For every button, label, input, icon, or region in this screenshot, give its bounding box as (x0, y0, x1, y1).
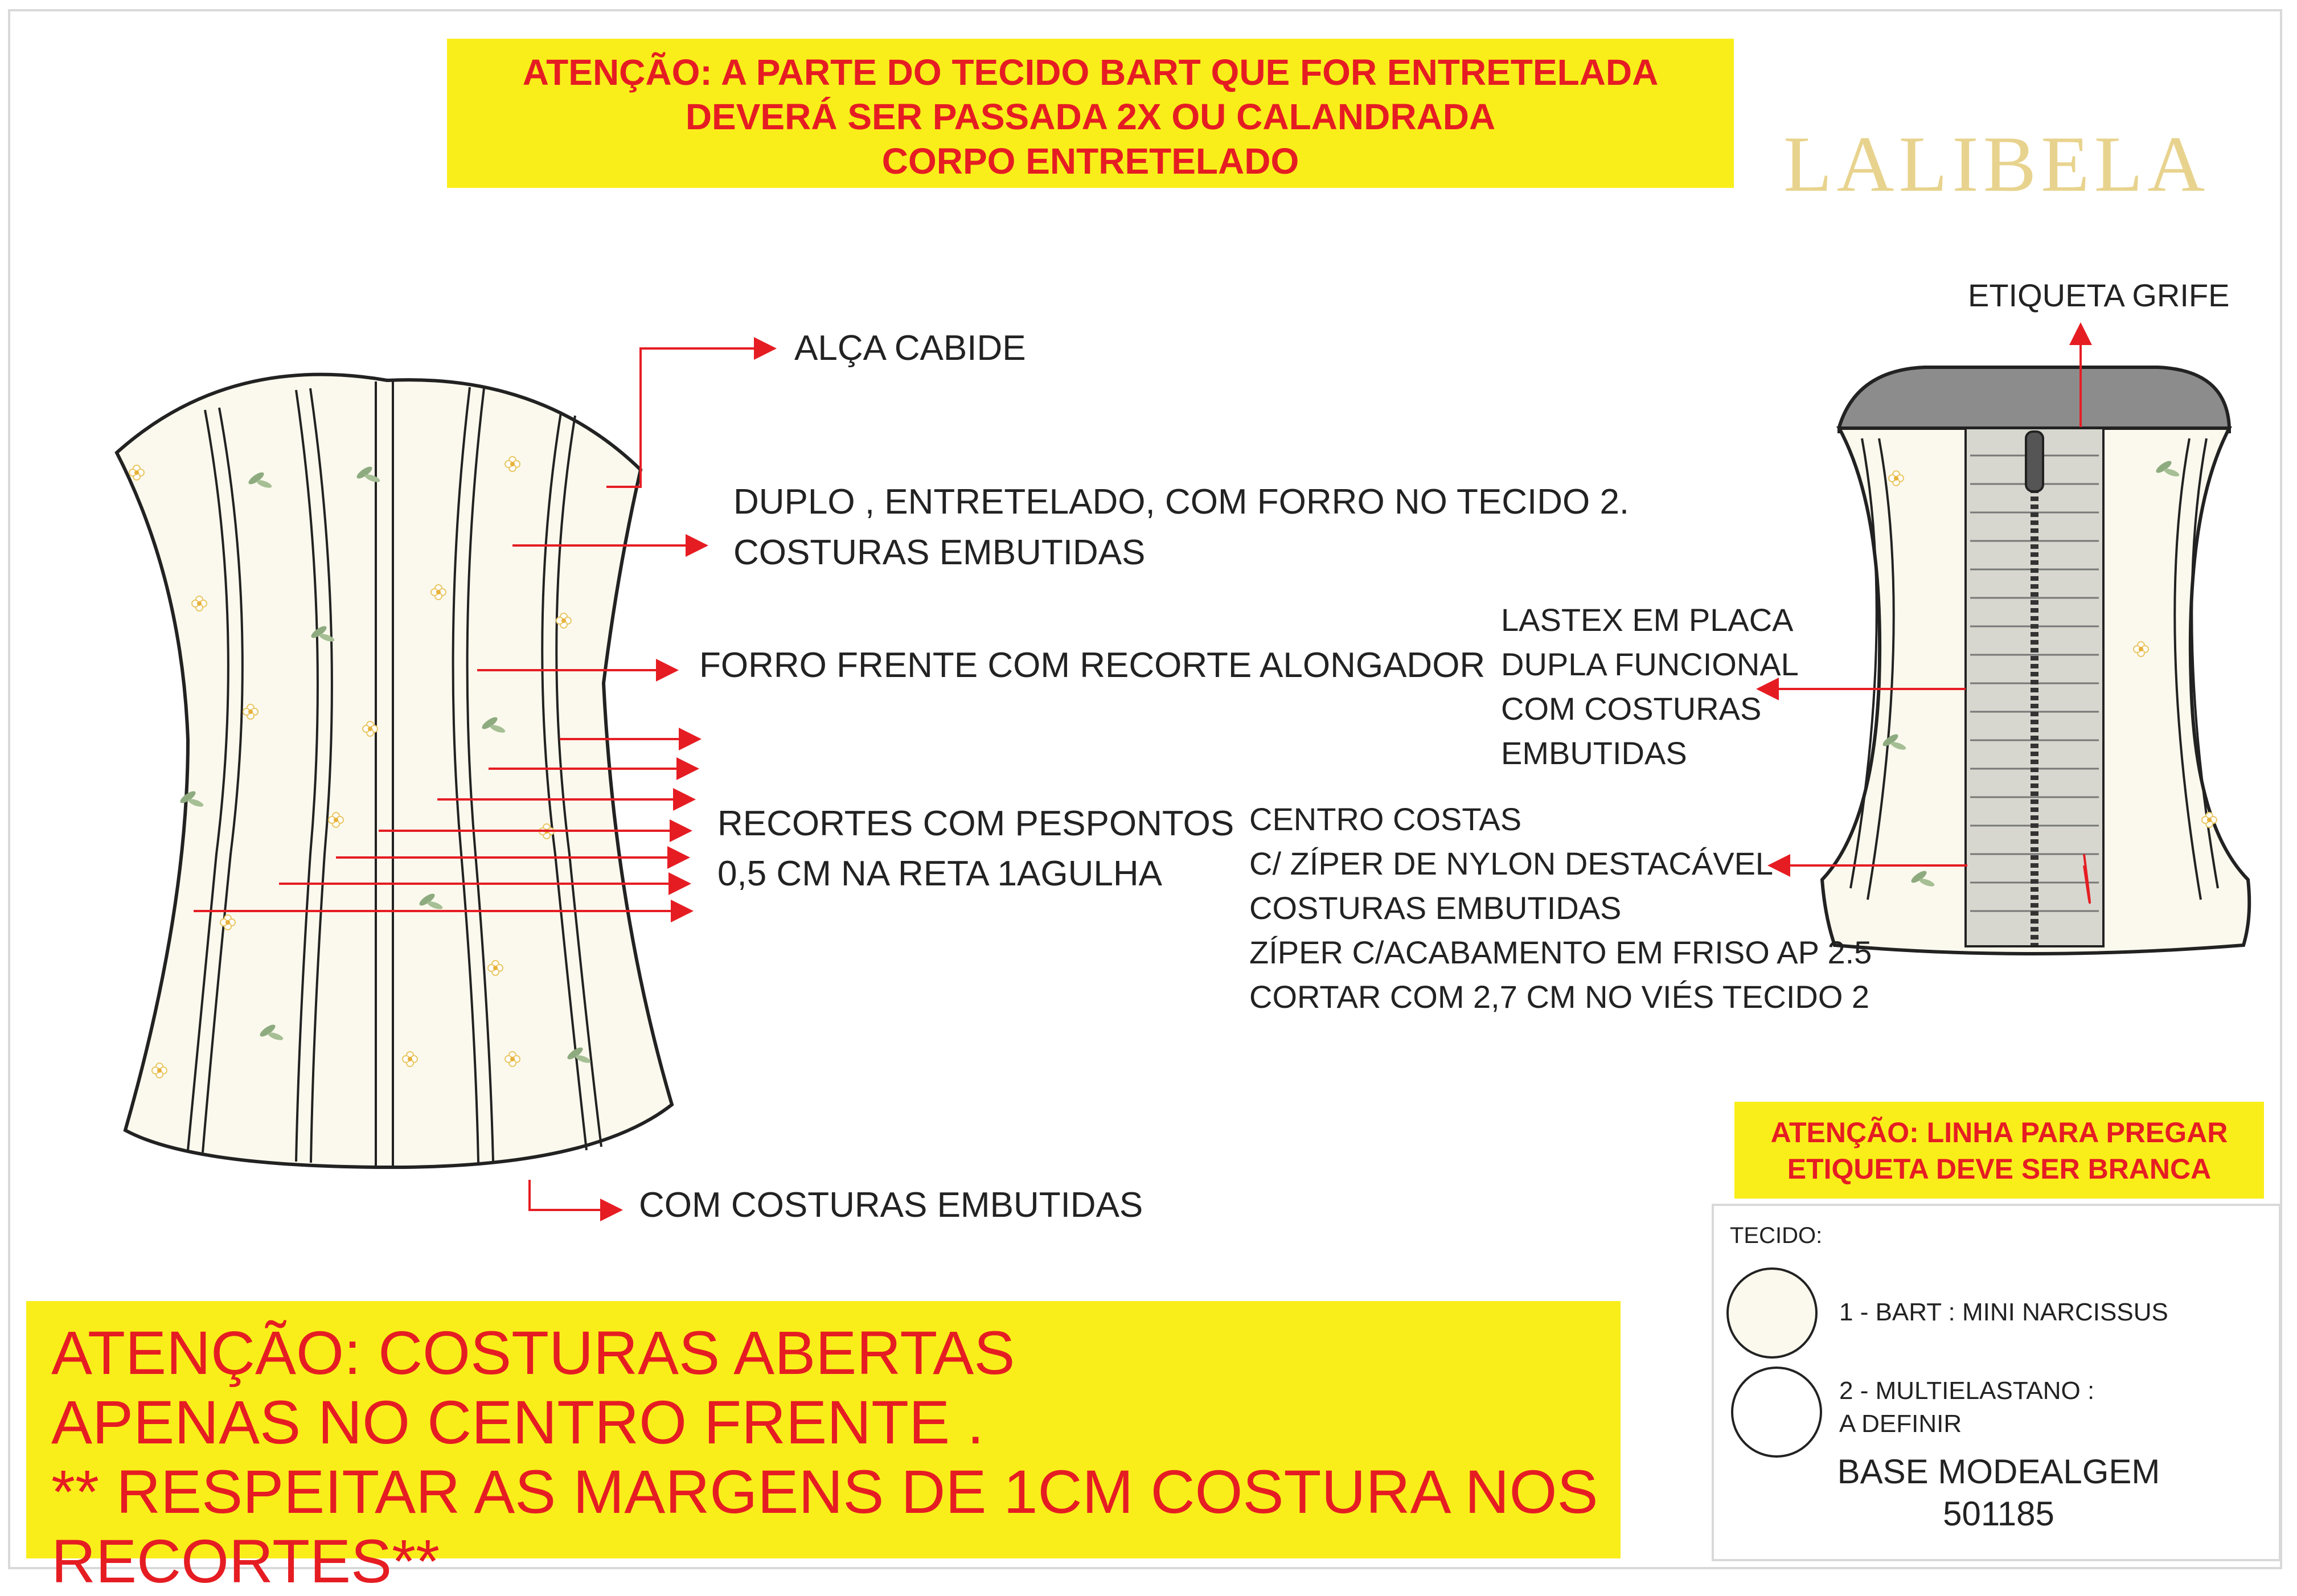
warning-banner-bottom (26, 1301, 1621, 1595)
label-forro: FORRO FRENTE COM RECORTE ALONGADOR (699, 646, 1486, 685)
warning-top-line-2: DEVERÁ SER PASSADA 2X OU CALANDRADA (685, 96, 1496, 137)
label-lastex-2: DUPLA FUNCIONAL (1501, 646, 1799, 682)
brand-logo: LALIBELA (1783, 120, 2210, 208)
label-com-costuras: COM COSTURAS EMBUTIDAS (639, 1185, 1143, 1225)
fabric-legend-title: TECIDO: (1730, 1223, 1823, 1248)
front-bodice (117, 375, 672, 1167)
fabric-legend (1712, 1204, 2281, 1561)
warning-top-line-3: CORPO ENTRETELADO (881, 141, 1299, 182)
label-centro-5: CORTAR COM 2,7 CM NO VIÉS TECIDO 2 (1249, 979, 1870, 1015)
label-recortes-2: 0,5 CM NA RETA 1AGULHA (717, 854, 1162, 893)
fabric-swatch-1 (1726, 1267, 1818, 1359)
label-centro-3: COSTURAS EMBUTIDAS (1249, 890, 1622, 926)
warning-bottom-line-2: APENAS NO CENTRO FRENTE . (51, 1388, 985, 1456)
label-etiqueta-grife: ETIQUETA GRIFE (1968, 277, 2230, 313)
fabric-item-2-line-1: 2 - MULTIELASTANO : (1839, 1377, 2095, 1405)
label-lastex-1: LASTEX EM PLACA (1501, 602, 1794, 638)
label-lastex-3: COM COSTURAS (1501, 691, 1762, 727)
label-centro-1: CENTRO COSTAS (1249, 801, 1522, 837)
warning-top-line-1: ATENÇÃO: A PARTE DO TECIDO BART QUE FOR ENTRETELADA (522, 52, 1659, 93)
label-centro-4: ZÍPER C/ACABAMENTO EM FRISO AP 2.5 (1249, 934, 1872, 970)
warning-bottom-line-3: ** RESPEITAR AS MARGENS DE 1CM COSTURA NOS RECORTES** (51, 1457, 1598, 1595)
fabric-item-2-line-2: A DEFINIR (1839, 1410, 1962, 1438)
label-duplo-1: DUPLO , ENTRETELADO, COM FORRO NO TECIDO 2. (733, 482, 1630, 522)
label-recortes-1: RECORTES COM PESPONTOS (717, 804, 1234, 843)
label-centro-2: C/ ZÍPER DE NYLON DESTACÁVEL (1249, 846, 1774, 881)
label-duplo-2: COSTURAS EMBUTIDAS (733, 533, 1146, 572)
base-model-number: 501185 (1943, 1495, 2054, 1533)
warning-bottom-line-1: ATENÇÃO: COSTURAS ABERTAS (51, 1318, 1015, 1387)
label-alca: ALÇA CABIDE (794, 329, 1026, 368)
fabric-swatch-2 (1731, 1367, 1822, 1458)
warning-banner-middle (1734, 1102, 2264, 1199)
label-lastex-4: EMBUTIDAS (1501, 735, 1687, 771)
warning-mid-line-2: ETIQUETA DEVE SER BRANCA (1787, 1153, 2212, 1185)
fabric-item-1: 1 - BART : MINI NARCISSUS (1839, 1298, 2168, 1326)
base-model-label: BASE MODEALGEM (1837, 1453, 2160, 1491)
warning-mid-line-1: ATENÇÃO: LINHA PARA PREGAR (1770, 1117, 2228, 1148)
